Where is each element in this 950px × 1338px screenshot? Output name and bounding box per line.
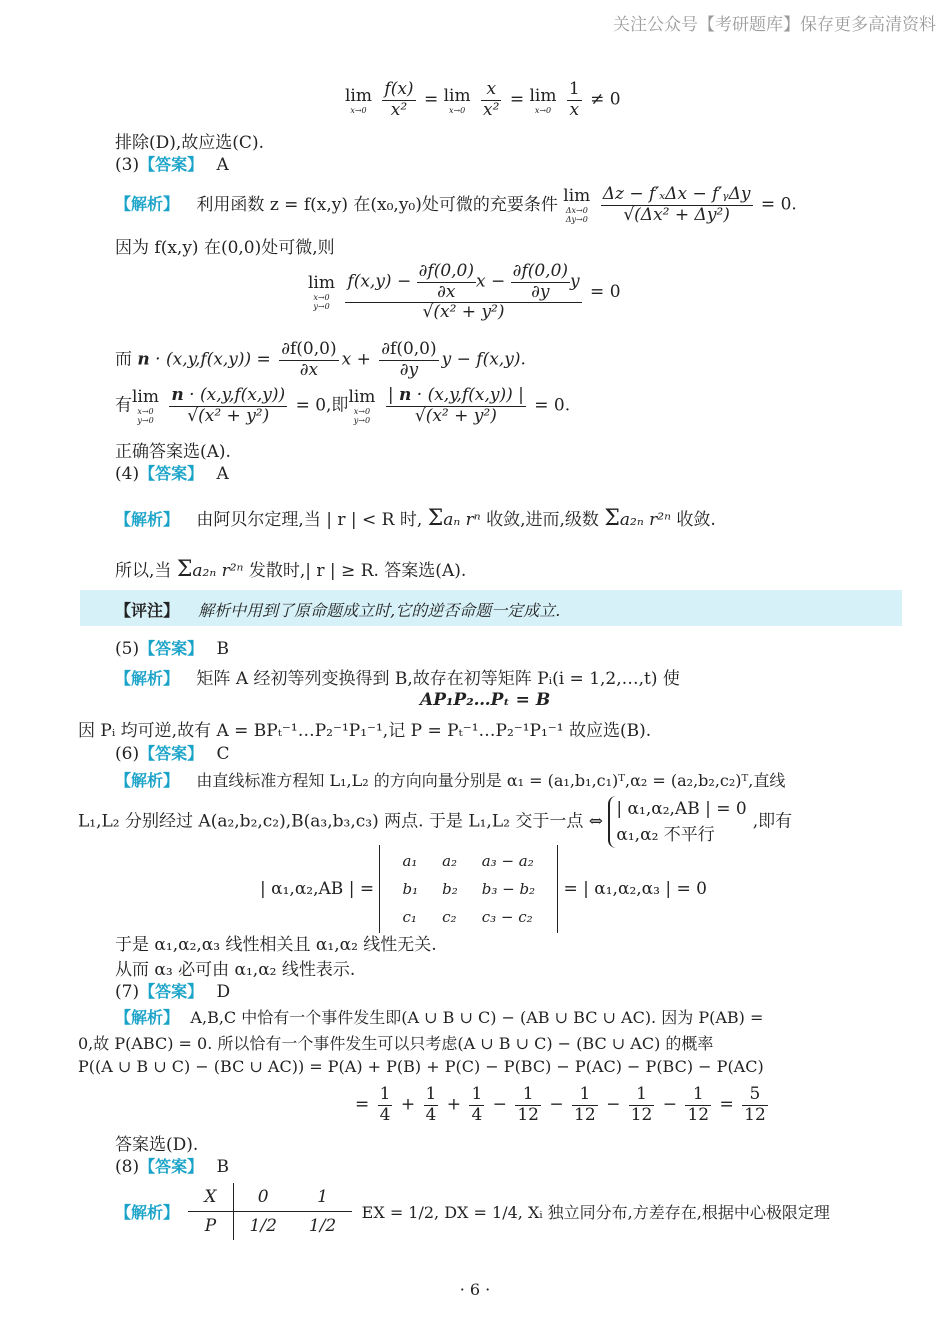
q3-line3: 而 n · (x,y,f(x,y)) = $\frac{\partial f(0,0)}{\partial x}$ x + $\frac{\partial f(0,0)}{\partial y}$ y − f(x,y). <box>115 339 526 380</box>
q8-analysis: 【解析】 X 0 1 P 1/2 1/2 EX = 1/2, DX = 1/4, Xᵢ 独立同分布,方差存在,根据中心极限定理 <box>115 1183 830 1240</box>
q6-line4: 从而 α₃ 必可由 α₁,α₂ 线性表示. <box>115 960 356 980</box>
q6-determinant-eq: | α₁,α₂,AB | = a₁ a₂ a₃ − a₂ b₁ b₂ b₃ − b₂ c₁ c₂ c₃ − c₂ = | α₁,α₂,α₃ | = 0 <box>260 845 707 933</box>
q3-number: (3) <box>115 155 140 175</box>
analysis-tag: 【解析】 <box>115 1203 180 1222</box>
q6-answer: C <box>216 744 230 764</box>
condition-brace: | α₁,α₂,AB | = 0 α₁,α₂ 不平行 <box>608 796 752 848</box>
note-label: 【评注】 <box>115 601 180 620</box>
q7-answer-line: (7)【答案】 D <box>115 982 231 1002</box>
watermark: 关注公众号【考研题库】保存更多高清资料 <box>613 15 936 35</box>
note-content <box>115 598 560 621</box>
q5-answer-line: (5)【答案】 B <box>115 639 230 659</box>
q6-analysis-line1: 【解析】 由直线标准方程知 L₁,L₂ 的方向向量分别是 α₁ = (a₁,b₁,c₁)ᵀ,α₂ = (a₂,b₂,c₂)ᵀ,直线 <box>115 771 786 790</box>
q3-line2: 因为 f(x,y) 在(0,0)处可微,则 <box>115 238 335 258</box>
q8-answer-line: (8)【答案】 B <box>115 1157 230 1177</box>
q4-analysis-line1: 【解析】 由阿贝尔定理,当 | r | < R 时, Σaₙ rⁿ 收敛,进而,级数 Σa₂ₙ r²ⁿ 收敛. <box>115 506 716 531</box>
note-text: 解析中用到了原命题成立时,它的逆否命题一定成立. <box>198 601 561 620</box>
q5-equation: AP₁P₂…Pₜ = B <box>420 690 551 710</box>
distribution-table: X 0 1 P 1/2 1/2 <box>188 1183 352 1240</box>
q5-line2: 因 Pᵢ 均可逆,故有 A = BPₜ⁻¹…P₂⁻¹P₁⁻¹,记 P = Pₜ⁻¹…P₂⁻¹P₁⁻¹ 故应选(B). <box>78 721 652 741</box>
q3-line4: 有lim x→0 y→0 $\frac{n \cdot (x,y,f(x,y))}{\text{√(x² + y²)}}$ = 0,即lim x→0 y→0 $\frac{| n \cdot (x,y,f(x,y)) |}{\text{√(x² + y²)}}$ = 0. <box>115 385 571 426</box>
answer-tag: 【答案】 <box>139 155 204 174</box>
q5-analysis-line1: 【解析】 矩阵 A 经初等列变换得到 B,故存在初等矩阵 Pᵢ(i = 1,2,…,t) 使 <box>115 669 680 689</box>
answer-tag: 【答案】 <box>139 982 204 1001</box>
analysis-tag: 【解析】 <box>115 510 180 529</box>
page-number: · 6 · <box>459 1280 491 1299</box>
answer-tag: 【答案】 <box>139 744 204 763</box>
answer-tag: 【答案】 <box>139 464 204 483</box>
q6-line3: 于是 α₁,α₂,α₃ 线性相关且 α₁,α₂ 线性无关. <box>115 935 437 955</box>
analysis-tag: 【解析】 <box>115 1008 180 1027</box>
q7-line2: 0,故 P(ABC) = 0. 所以恰有一个事件发生可以只考虑(A ∪ B ∪ C) − (BC ∪ AC) 的概率 <box>78 1034 714 1053</box>
q7-line3: P((A ∪ B ∪ C) − (BC ∪ AC)) = P(A) + P(B) + P(C) − P(BC) − P(AC) − P(BC) − P(AC) <box>78 1057 764 1076</box>
q7-sum: = $\frac{1}{4}$ + $\frac{1}{4}$ + $\frac{1}{4}$ − $\frac{1}{12}$ − $\frac{1}{12}$ − $\frac{1}{12}$ − $\frac{1}{12}$ = $\frac{5}{12}$ <box>355 1084 766 1125</box>
q3-answer: A <box>216 155 229 175</box>
q7-analysis-line1: 【解析】 A,B,C 中恰有一个事件发生即(A ∪ B ∪ C) − (AB ∪ BC ∪ AC). 因为 P(AB) = <box>115 1008 764 1027</box>
q3-analysis-line1: 【解析】 利用函数 z = f(x,y) 在(x₀,y₀)处可微的充要条件 lim Δx→0 Δy→0 $\frac{\text{Δz − f′ₓΔx − f′ᵧΔy}}{\text{√(Δx² + Δy²)}}$ = 0. <box>115 184 797 225</box>
q3-answer-line <box>115 152 229 175</box>
q6-answer-line: (6)【答案】 C <box>115 744 230 764</box>
q8-answer: B <box>216 1157 230 1177</box>
q6-line2: L₁,L₂ 分别经过 A(a₂,b₂,c₂),B(a₃,b₃,c₃) 两点. 于是 L₁,L₂ 交于一点 ⇔ | α₁,α₂,AB | = 0 α₁,α₂ 不平行 ,即有 <box>78 796 792 848</box>
q4-answer-line: (4)【答案】 A <box>115 464 229 484</box>
determinant: a₁ a₂ a₃ − a₂ b₁ b₂ b₃ − b₂ c₁ c₂ c₃ − c₂ <box>379 845 558 933</box>
answer-tag: 【答案】 <box>139 639 204 658</box>
q4-answer: A <box>216 464 229 484</box>
q2-conclusion: 排除(D),故应选(C). <box>115 133 264 153</box>
q5-answer: B <box>216 639 230 659</box>
limit-equation: lim x→0 $\frac{f(x)}{\text{x²}}$ = lim x→0 $\frac{x}{\text{x²}}$ = lim x→0 $\frac{1}{x}$ ≠ 0 <box>345 79 621 120</box>
answer-tag: 【答案】 <box>139 1157 204 1176</box>
q4-line2: 所以,当 Σa₂ₙ r²ⁿ 发散时,| r | ≥ R. 答案选(A). <box>115 557 467 582</box>
analysis-tag: 【解析】 <box>115 669 180 688</box>
q3-limit-eq: lim x→0 y→0 f(x,y) − $\frac{\partial f(0,0)}{\partial x}$ x − $\frac{\partial f(0,0)}{\partial y}$ y √(x² + y²) = 0 <box>308 261 621 323</box>
q7-answer: D <box>216 982 231 1002</box>
q7-conclusion: 答案选(D). <box>115 1135 199 1155</box>
analysis-tag: 【解析】 <box>115 194 180 214</box>
q3-conclusion: 正确答案选(A). <box>115 442 231 462</box>
analysis-tag: 【解析】 <box>115 771 180 790</box>
